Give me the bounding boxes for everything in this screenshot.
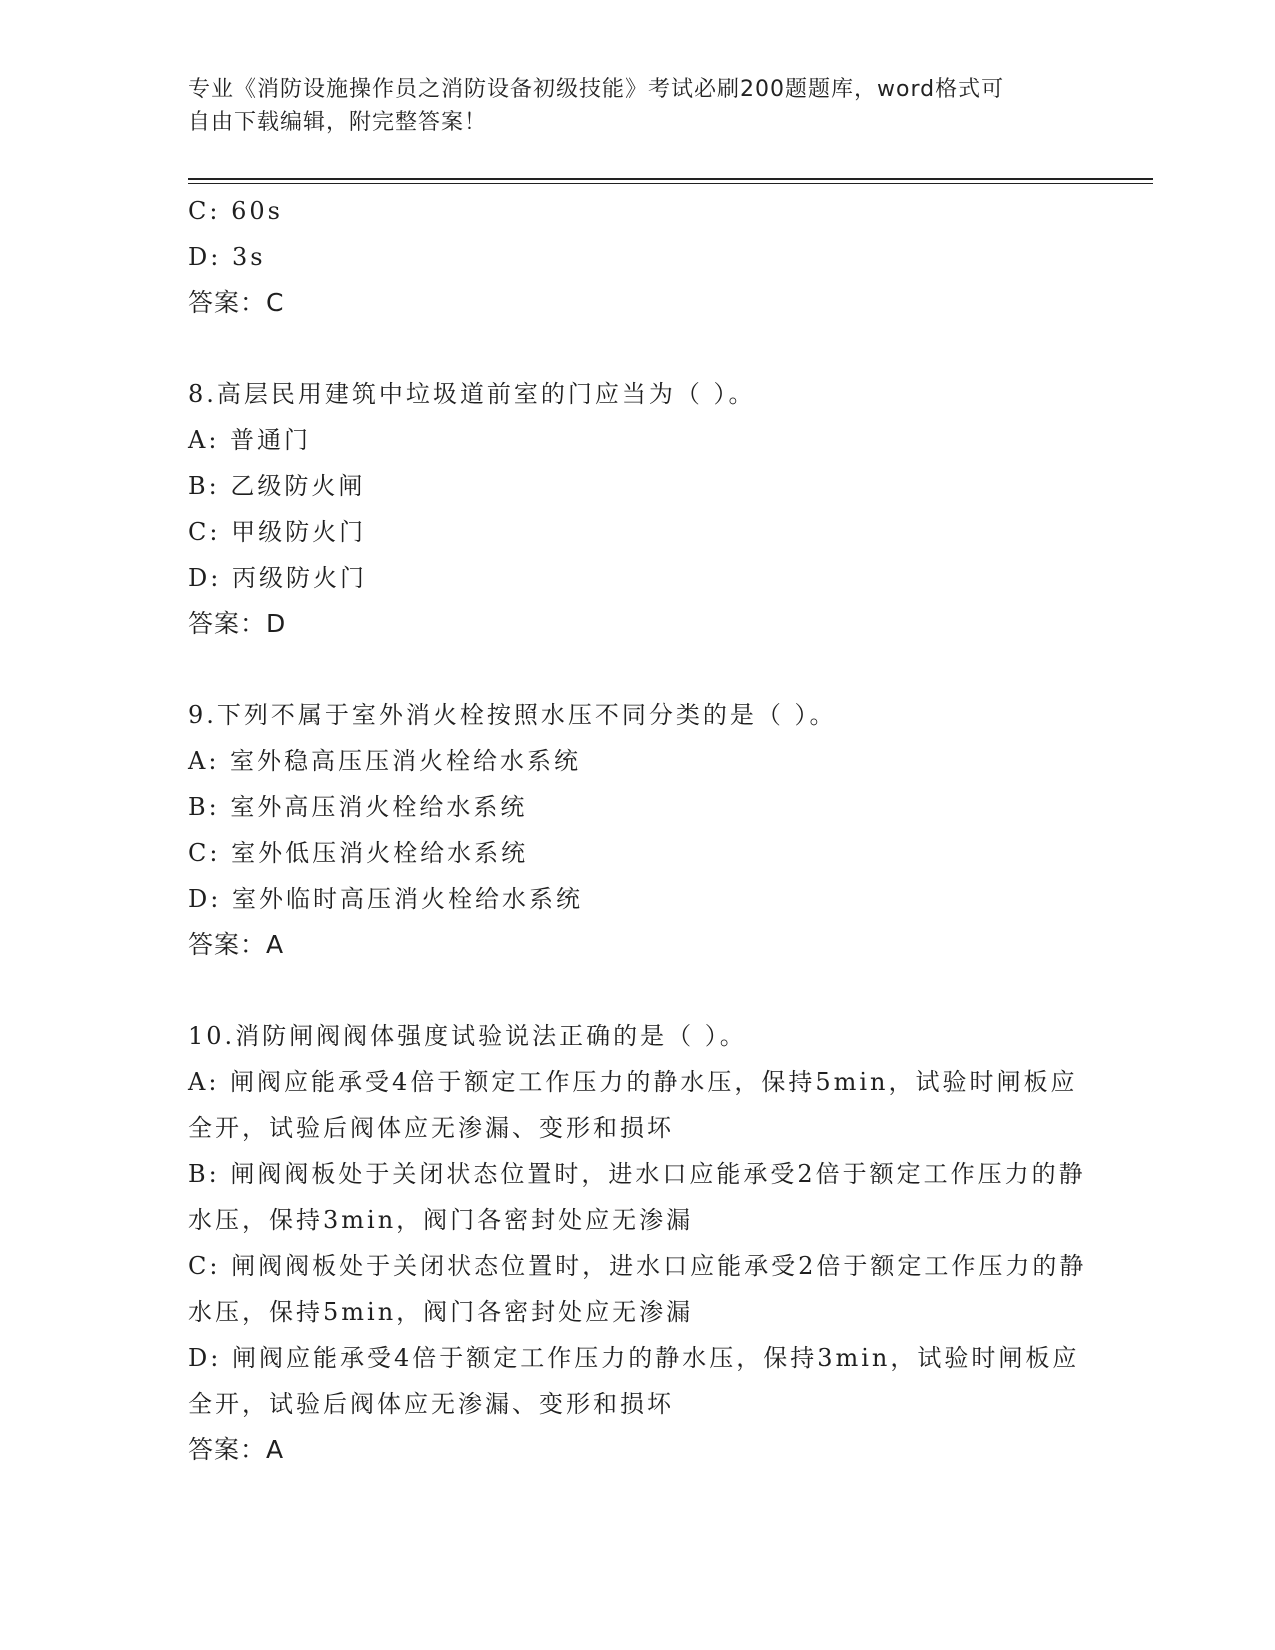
option-a: A: 闸阀应能承受4倍于额定工作压力的静水压，保持5min，试验时闸板应全开，试验后阀体应无渗漏、变形和损坏: [188, 1068, 1078, 1142]
question-spacer: [188, 326, 1088, 371]
question-spacer: [188, 968, 1088, 1013]
option-d: D: 闸阀应能承受4倍于额定工作压力的静水压，保持3min，试验时闸板应全开，试验后阀体应无渗漏、变形和损坏: [188, 1344, 1080, 1418]
document-header: [188, 73, 1078, 139]
header-divider-thick: [188, 178, 1153, 180]
option-b: B: 乙级防火闸: [188, 472, 366, 500]
question-7-continued: [188, 188, 1088, 326]
question-stem: 8.高层民用建筑中垃圾道前室的门应当为（ ）。: [188, 380, 756, 408]
option-c: C: 60s: [188, 197, 283, 225]
option-b: B: 闸阀阀板处于关闭状态位置时，进水口应能承受2倍于额定工作压力的静水压，保持3min，阀门各密封处应无渗漏: [188, 1160, 1086, 1234]
question-stem: 9.下列不属于室外消火栓按照水压不同分类的是（ ）。: [188, 701, 837, 729]
answer-line: 答案：D: [188, 609, 287, 638]
option-d: D: 丙级防火门: [188, 564, 367, 592]
question-stem: 10.消防闸阀阀体强度试验说法正确的是（ ）。: [188, 1022, 747, 1050]
question-9: [188, 692, 1088, 968]
answer-line: 答案：A: [188, 1435, 285, 1464]
answer-line: 答案：A: [188, 930, 285, 959]
option-c: C: 闸阀阀板处于关闭状态位置时，进水口应能承受2倍于额定工作压力的静水压，保持5min，阀门各密封处应无渗漏: [188, 1252, 1087, 1326]
option-d: D: 3s: [188, 243, 266, 271]
question-spacer: [188, 647, 1088, 692]
option-b: B: 室外高压消火栓给水系统: [188, 793, 528, 821]
answer-line: 答案：C: [188, 288, 285, 317]
option-d: D: 室外临时高压消火栓给水系统: [188, 885, 583, 913]
header-title-line-2: 自由下载编辑，附完整答案！: [188, 110, 488, 135]
option-a: A: 室外稳高压压消火栓给水系统: [188, 747, 582, 775]
header-title-line-1: 专业《消防设施操作员之消防设备初级技能》考试必刷200题题库，word格式可: [188, 77, 1005, 102]
question-8: [188, 371, 1088, 647]
option-c: C: 室外低压消火栓给水系统: [188, 839, 529, 867]
question-content: [188, 188, 1088, 1473]
question-10: [188, 1013, 1088, 1473]
option-c: C: 甲级防火门: [188, 518, 367, 546]
option-a: A: 普通门: [188, 426, 312, 454]
header-divider-thin: [188, 183, 1153, 184]
